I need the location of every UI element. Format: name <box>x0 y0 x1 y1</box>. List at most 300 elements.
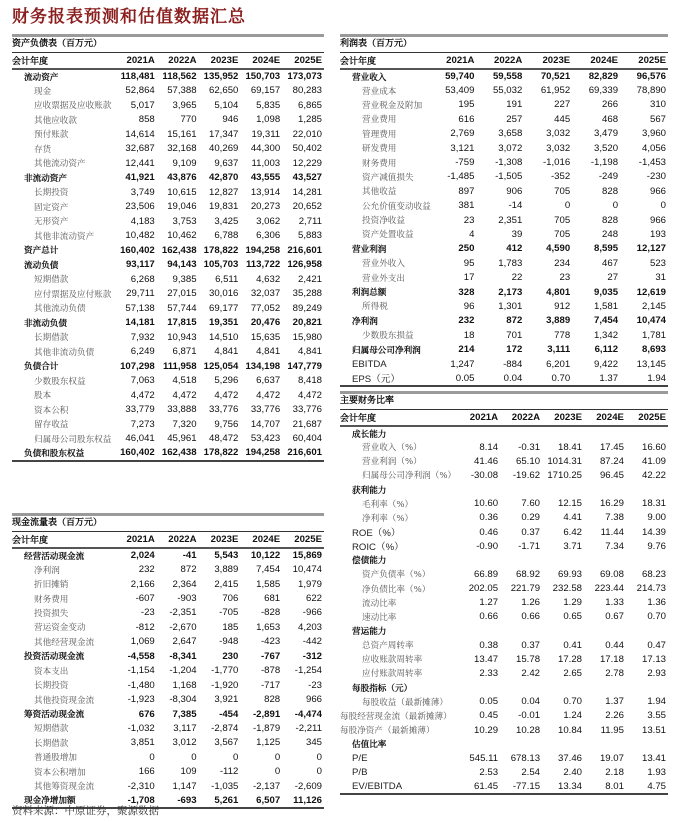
row-value <box>542 624 584 638</box>
table-row <box>12 258 324 273</box>
row-value: -352 <box>550 171 571 183</box>
table-row <box>340 328 668 342</box>
table-row <box>12 664 324 678</box>
header-label: 会计年度 <box>340 410 458 427</box>
row-value: 0.66 <box>521 611 541 623</box>
row-label: 净利润 <box>34 565 60 576</box>
row-value: 0 <box>564 200 571 212</box>
row-value: 468 <box>602 113 619 125</box>
row-value: 17.13 <box>641 653 666 665</box>
row-value: 13.41 <box>641 752 666 764</box>
table-row <box>340 141 668 155</box>
row-label: 营业外收入 <box>362 259 405 270</box>
row-value: 1.27 <box>479 597 499 609</box>
row-value: 9,109 <box>172 157 197 169</box>
table-caption: 主要财务比率 <box>340 391 668 409</box>
table-row <box>12 142 324 157</box>
row-value: 1.29 <box>563 597 582 609</box>
row-value: 828 <box>602 214 619 226</box>
row-value: 66.89 <box>474 568 499 580</box>
row-value: -1,453 <box>638 157 666 169</box>
table-row <box>12 156 324 171</box>
row-value: 3,851 <box>130 737 155 749</box>
row-value: 13,914 <box>250 186 281 198</box>
row-label: 股本 <box>34 391 52 402</box>
table-row <box>340 681 668 695</box>
row-value: 61.45 <box>458 780 500 794</box>
row-label: EPS（元） <box>340 371 429 386</box>
table-row <box>340 440 668 454</box>
row-value: 16.60 <box>641 441 666 453</box>
page-title: 财务报表预测和估值数据汇总 <box>12 7 246 27</box>
row-value: 8.14 <box>479 441 499 453</box>
row-value: 1.94 <box>620 371 668 386</box>
row-value: 3,658 <box>498 128 523 140</box>
row-label: 每股净资产（最新摊薄） <box>340 726 435 737</box>
row-label: 其他应收款 <box>34 115 77 126</box>
row-value: -1,016 <box>542 157 571 169</box>
row-value: 0.70 <box>647 611 666 623</box>
row-value: 2.33 <box>479 667 499 679</box>
row-value: 87.24 <box>599 455 624 467</box>
row-value: 912 <box>554 300 571 312</box>
table-row <box>12 678 324 692</box>
row-value: 193 <box>649 228 666 240</box>
row-value: -1,920 <box>211 679 239 691</box>
row-value: 11,003 <box>251 157 281 169</box>
row-value: 2,769 <box>450 128 475 140</box>
row-label: 所得税 <box>362 302 388 313</box>
row-value: -2,310 <box>127 780 155 792</box>
row-label: 营运资金变动 <box>34 623 86 634</box>
row-value: 150,703 <box>245 71 281 83</box>
table-row <box>12 548 324 562</box>
table-row <box>12 779 324 793</box>
row-value: 57,744 <box>167 302 197 314</box>
row-value: 30,016 <box>209 288 239 300</box>
table-row <box>12 171 324 186</box>
row-value: 0.46 <box>479 526 499 538</box>
row-value <box>584 737 626 751</box>
row-value: -693 <box>157 793 199 807</box>
row-label: 少数股东损益 <box>362 331 414 342</box>
row-label: 少数股东权益 <box>34 376 86 387</box>
row-value: 1,301 <box>498 300 523 312</box>
row-value: 20,273 <box>250 201 281 213</box>
row-value: 1,168 <box>172 679 197 691</box>
row-label: EV/EBITDA <box>340 780 458 794</box>
row-value: 2.40 <box>563 766 582 778</box>
row-value: -1,204 <box>169 665 197 677</box>
row-value: 232 <box>458 315 475 327</box>
row-value: 96 <box>463 300 475 312</box>
row-value: 0.41 <box>563 639 582 651</box>
row-value: 9,385 <box>172 273 197 285</box>
row-value: 17,815 <box>167 317 197 329</box>
row-value: -1,770 <box>211 665 239 677</box>
row-value: 1.24 <box>563 710 582 722</box>
table-row <box>340 256 668 270</box>
row-value: 328 <box>458 286 475 298</box>
table-row <box>12 127 324 142</box>
row-value: 3,425 <box>214 215 239 227</box>
row-value <box>626 681 668 695</box>
row-value: -1,035 <box>211 780 239 792</box>
row-label: 投资净收益 <box>362 216 405 227</box>
row-label: 归属母公司净利润（%） <box>362 471 457 482</box>
row-value: 1,653 <box>256 621 281 633</box>
row-value: 62,650 <box>209 85 239 97</box>
row-value: 12,827 <box>209 186 239 198</box>
row-value: 6,201 <box>546 358 571 370</box>
row-value: 3.55 <box>647 710 666 722</box>
row-value: 7.34 <box>605 540 624 552</box>
row-value: 178,822 <box>203 244 239 256</box>
row-value: -966 <box>302 607 322 619</box>
row-value: 95 <box>463 257 475 269</box>
header-year: 2024E <box>240 53 282 70</box>
row-value: 6,788 <box>214 230 239 242</box>
row-value: 46,041 <box>125 433 155 445</box>
row-value: -30.08 <box>470 469 499 481</box>
table-row <box>12 185 324 200</box>
ratios-table <box>340 409 668 795</box>
header-year: 2021A <box>115 53 157 70</box>
row-label: 折旧摊销 <box>34 580 69 591</box>
row-value: 78,890 <box>636 85 666 97</box>
row-value: 412 <box>506 243 523 255</box>
row-value: 705 <box>554 214 571 226</box>
row-value: 6,306 <box>256 230 281 242</box>
row-value: 1,585 <box>256 578 281 590</box>
row-value: 5,883 <box>297 230 322 242</box>
table-row <box>340 69 668 83</box>
row-value: 96.45 <box>599 469 624 481</box>
row-value: 21,687 <box>292 418 322 430</box>
row-value: 678.13 <box>510 752 541 764</box>
row-label: EBITDA <box>352 358 387 370</box>
row-value: 69,339 <box>588 85 619 97</box>
row-value: 11.95 <box>600 724 624 736</box>
row-value: 134,198 <box>245 360 281 372</box>
row-value <box>626 624 668 638</box>
table-row <box>340 426 668 440</box>
row-value: 14,614 <box>125 128 155 140</box>
row-value: 14.39 <box>641 526 666 538</box>
row-value: 18.41 <box>557 441 582 453</box>
row-value: 966 <box>305 694 322 706</box>
row-value: 3,062 <box>256 215 281 227</box>
row-value <box>542 483 584 497</box>
row-value: 0.04 <box>476 371 524 386</box>
row-value: 27,015 <box>167 288 197 300</box>
row-value: 1.93 <box>647 766 666 778</box>
row-label: 投资活动现金流 <box>24 652 85 663</box>
row-value: 0 <box>233 751 239 763</box>
row-value: 42.22 <box>641 469 666 481</box>
row-value: -230 <box>646 171 666 183</box>
row-value: 616 <box>458 113 475 125</box>
row-value: 19,831 <box>209 201 239 213</box>
table-row <box>12 417 324 432</box>
table-row <box>340 765 668 779</box>
row-value: 12,441 <box>125 157 155 169</box>
row-value: 4,472 <box>130 389 155 401</box>
row-label: 现金净增加额 <box>12 793 115 807</box>
row-value: 11,126 <box>282 793 324 807</box>
row-value: 7,063 <box>130 375 155 387</box>
row-value <box>500 483 542 497</box>
row-value: 9.76 <box>647 540 666 552</box>
row-value: 68.23 <box>641 568 666 580</box>
row-value: 3,072 <box>498 142 523 154</box>
table-row <box>340 666 668 680</box>
row-value <box>584 553 626 567</box>
row-label: 非流动负债 <box>24 318 67 329</box>
table-row <box>12 98 324 113</box>
table-row <box>340 314 668 328</box>
row-label: 长期借款 <box>34 738 69 749</box>
row-value: -828 <box>260 607 281 619</box>
row-value: 89,249 <box>292 302 322 314</box>
table-row <box>340 227 668 241</box>
row-value: 31 <box>655 272 666 284</box>
row-value: 77,052 <box>250 302 281 314</box>
row-value: -1,708 <box>115 793 157 807</box>
table-row <box>340 371 668 386</box>
row-value: 166 <box>138 766 155 778</box>
row-label: 营业成本 <box>362 86 397 97</box>
row-label: 应收票据及应收账款 <box>34 101 112 112</box>
row-value: 1,783 <box>498 257 523 269</box>
row-value: 2,647 <box>172 636 197 648</box>
table-row <box>340 751 668 765</box>
header-year: 2023E <box>199 532 241 549</box>
row-value: 0.36 <box>479 512 499 524</box>
row-value: 216,601 <box>282 446 324 461</box>
row-value <box>458 737 500 751</box>
row-value: 3,117 <box>173 722 197 734</box>
row-value: 4,472 <box>297 389 322 401</box>
row-value: 13.47 <box>474 653 499 665</box>
row-value: 17,347 <box>209 128 239 140</box>
row-value <box>626 483 668 497</box>
row-value: 10.84 <box>557 724 582 736</box>
row-value: 4,472 <box>256 389 281 401</box>
row-value: 22,010 <box>292 128 322 140</box>
row-value: 69,157 <box>250 85 281 97</box>
row-label: 长期投资 <box>34 681 69 692</box>
table-row <box>12 577 324 591</box>
row-value: 0.38 <box>479 639 499 651</box>
row-value: 0.47 <box>647 639 666 651</box>
row-value: 23 <box>463 214 475 226</box>
header-year: 2025E <box>282 532 324 549</box>
row-value: 8.01 <box>584 780 626 794</box>
row-label: 资产总计 <box>24 246 59 257</box>
table-row <box>12 649 324 663</box>
row-value: 19,351 <box>209 317 239 329</box>
row-value: 4,056 <box>641 142 666 154</box>
table-header-row <box>340 53 668 70</box>
row-value: 69.08 <box>599 568 624 580</box>
financial-ratios-panel <box>340 391 668 795</box>
row-value: 0 <box>149 751 155 763</box>
row-value: 0.45 <box>479 710 499 722</box>
balance-sheet-panel <box>12 34 324 462</box>
row-label: 营业收入 <box>352 72 387 83</box>
row-value: -948 <box>219 636 239 648</box>
table-row <box>12 562 324 576</box>
row-value: 17.28 <box>557 653 582 665</box>
row-value: 69.93 <box>557 568 582 580</box>
row-value: 230 <box>222 650 239 662</box>
row-value: 3,749 <box>130 186 155 198</box>
row-value: 9,756 <box>214 418 239 430</box>
row-label: 总资产周转率 <box>362 641 414 652</box>
table-header-row <box>340 410 668 427</box>
header-year: 2021A <box>115 532 157 549</box>
row-value: 10,122 <box>250 550 281 562</box>
row-value: 65.10 <box>516 455 541 467</box>
row-value: 5,296 <box>214 375 239 387</box>
row-value: 0.66 <box>479 611 499 623</box>
row-value: 43,555 <box>250 172 281 184</box>
table-row <box>12 721 324 735</box>
header-year: 2025E <box>626 410 668 427</box>
row-value: 33,776 <box>250 404 281 416</box>
header-year: 2023E <box>542 410 584 427</box>
row-value: 0.37 <box>521 526 541 538</box>
table-row <box>340 299 668 313</box>
row-value: 310 <box>649 99 666 111</box>
row-value: 10.60 <box>474 498 499 510</box>
row-value: 5,017 <box>130 99 155 111</box>
row-value: 12,229 <box>292 157 322 169</box>
row-value: -23 <box>308 679 322 691</box>
table-row <box>340 184 668 198</box>
row-value: 10,474 <box>292 564 322 576</box>
row-value: -0.01 <box>518 710 541 722</box>
row-value: 59,740 <box>445 71 475 83</box>
row-value: 1,069 <box>130 636 155 648</box>
row-value: 15,980 <box>292 331 322 343</box>
row-value <box>500 624 542 638</box>
row-label: 估值比率 <box>352 740 387 751</box>
row-value <box>458 553 500 567</box>
table-row <box>340 624 668 638</box>
row-value: 7.38 <box>605 512 624 524</box>
row-label: 营业税金及附加 <box>362 100 423 111</box>
row-value: 125,054 <box>203 360 239 372</box>
row-value: 202.05 <box>468 583 499 595</box>
table-row <box>12 620 324 634</box>
row-value: 45,961 <box>167 433 197 445</box>
table-row <box>12 446 324 461</box>
row-value: 4.41 <box>563 512 582 524</box>
table-row <box>12 403 324 418</box>
row-label: 成长能力 <box>352 429 387 440</box>
row-label: 投资损失 <box>34 608 69 619</box>
row-value: 10.28 <box>516 724 541 736</box>
row-value: 69,177 <box>209 302 239 314</box>
table-row <box>340 723 668 737</box>
row-label: 流动资产 <box>24 72 59 83</box>
row-label: 营业利润 <box>352 244 387 255</box>
cashflow-table <box>12 531 324 809</box>
row-value: 3,753 <box>172 215 197 227</box>
row-value: 113,722 <box>246 259 281 271</box>
row-value: 160,402 <box>115 446 157 461</box>
row-label: 其他筹资现金流 <box>34 782 95 793</box>
row-label: 公允价值变动收益 <box>362 201 431 212</box>
row-value: 6,865 <box>297 99 322 111</box>
table-row <box>12 374 324 389</box>
row-value: 53,423 <box>250 433 281 445</box>
row-value: 2.42 <box>521 667 541 679</box>
row-value: 9,422 <box>594 358 619 370</box>
row-value: 0.05 <box>429 371 477 386</box>
row-value: -1,879 <box>252 722 281 734</box>
row-value: -454 <box>219 708 239 720</box>
row-value: 22 <box>511 272 523 284</box>
table-row <box>12 113 324 128</box>
row-label: 归属母公司净利润 <box>352 345 421 356</box>
row-value: 705 <box>554 228 571 240</box>
table-row <box>340 213 668 227</box>
row-value: 44,300 <box>250 143 281 155</box>
row-value <box>500 737 542 751</box>
row-value: 1.36 <box>647 597 666 609</box>
row-value: 1,581 <box>594 300 619 312</box>
row-value: 27 <box>607 272 619 284</box>
row-label: 其他非流动负债 <box>34 347 95 358</box>
row-value: 705 <box>554 185 571 197</box>
row-value: 19.07 <box>599 752 624 764</box>
source-note: 资料来源：中原证券，聚源数据 <box>12 805 159 817</box>
row-value: 57,138 <box>125 302 155 314</box>
row-value: 60,404 <box>292 433 322 445</box>
row-label: ROIC（%） <box>352 542 404 554</box>
table-header-row <box>12 532 324 549</box>
row-value: 15,869 <box>292 550 322 562</box>
row-value: 1,781 <box>641 329 666 341</box>
row-value: 41,921 <box>125 172 155 184</box>
row-value: 6,871 <box>172 346 197 358</box>
row-value: -2,891 <box>252 708 281 720</box>
row-value: 37.46 <box>557 752 582 764</box>
row-label: 资产处置收益 <box>362 230 414 241</box>
row-value: 14,510 <box>209 331 239 343</box>
row-value: 32,168 <box>167 143 197 155</box>
row-label: 每股指标（元） <box>352 683 413 694</box>
table-row <box>340 242 668 256</box>
table-row <box>340 155 668 169</box>
row-value: -8,304 <box>169 694 197 706</box>
row-label: P/B <box>352 766 368 778</box>
row-value: -112 <box>219 766 239 778</box>
row-label: 营运能力 <box>352 627 387 638</box>
row-value: 15,161 <box>167 128 197 140</box>
row-value: 20,476 <box>250 317 281 329</box>
row-value: 2.65 <box>563 667 582 679</box>
table-row <box>12 359 324 374</box>
row-value: 10,943 <box>167 331 197 343</box>
row-value: 445 <box>554 113 571 125</box>
row-value: 173,073 <box>287 71 322 83</box>
row-value: -2,874 <box>211 722 239 734</box>
row-value: 0 <box>274 751 281 763</box>
